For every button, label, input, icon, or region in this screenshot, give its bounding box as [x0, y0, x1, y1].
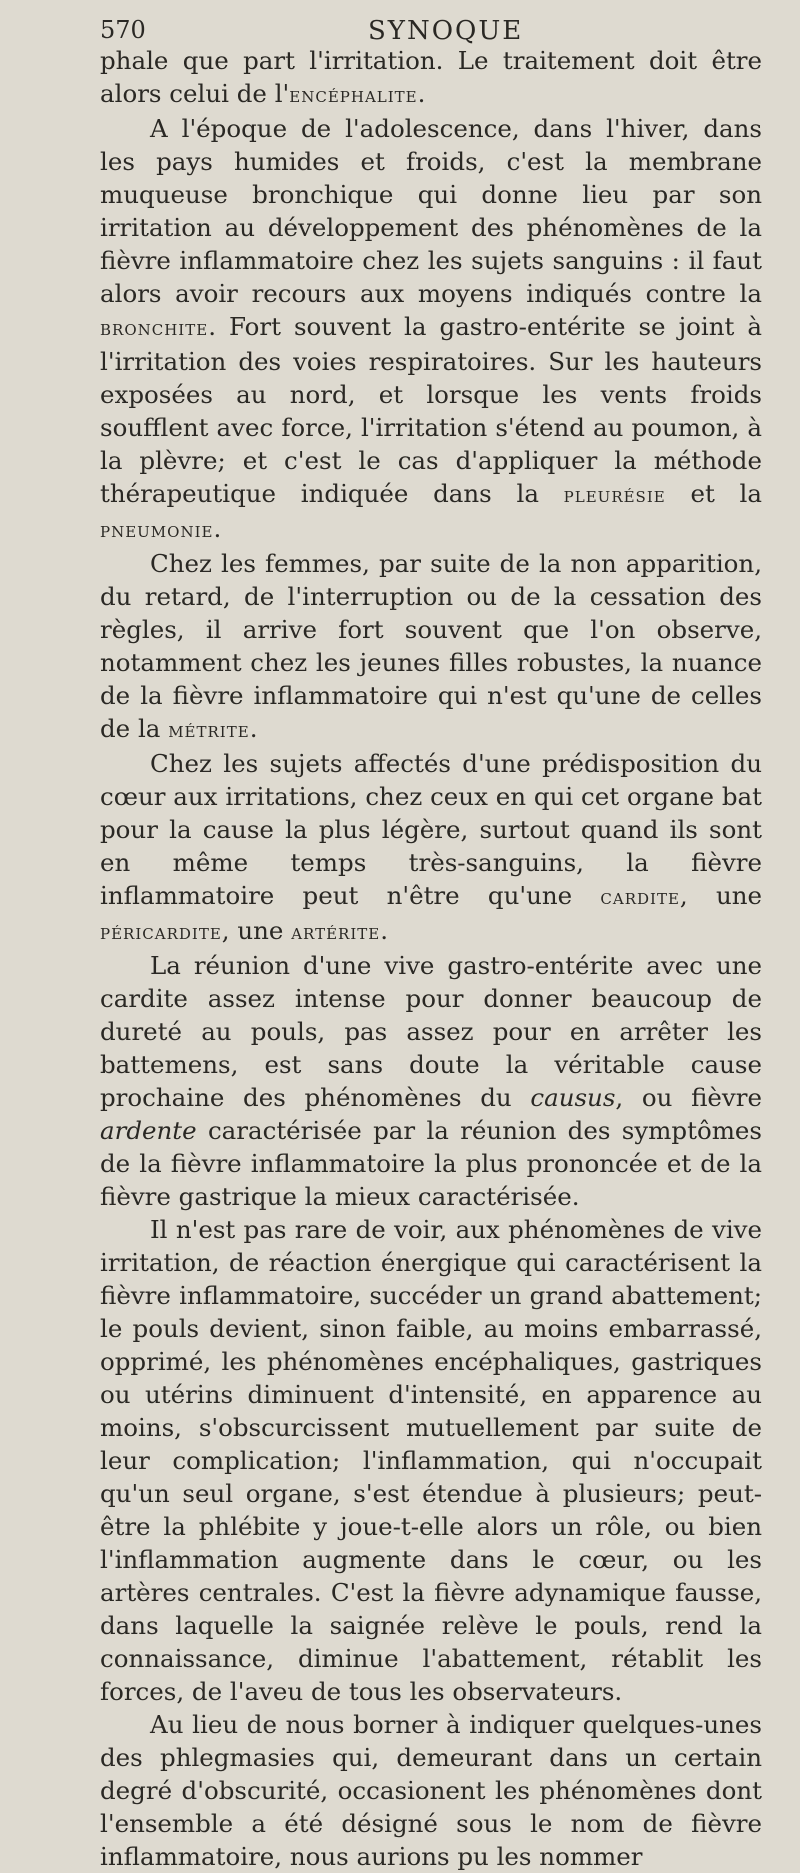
paragraph-3: Chez les femmes, par suite de la non apparition, du retard, de l'interruption ou de la cessation des règles, il arrive fort souvent que l'on observe, notamment chez les jeunes filles robustes, la nuance de la fièvre inflammatoire qui n'est qu'une de celles de la métrite.	[100, 549, 762, 743]
term-pericardite: péricardite	[100, 920, 222, 944]
paragraph-6: Il n'est pas rare de voir, aux phénomènes de vive irritation, de réaction énergique qui caractérisent la fièvre inflammatoire, succéder un grand abattement; le pouls devient, sinon faible, au moins embarrassé, opprimé, les phénomènes encéphaliques, gastriques ou utérins diminuent d'intensité, en apparence au moins, s'obscurcissent mutuellement par suite de leur complication; l'inflammation, qui n'occupait qu'un seul organe, s'est étendue à plusieurs; peut-être la phlébite y joue-t-elle alors un rôle, ou bien l'inflammation augmente dans le cœur, ou les artères centrales. C'est la fièvre adynamique fausse, dans laquelle la saignée relève le pouls, rend la connaissance, diminue l'abattement, rétablit les forces, de l'aveu de tous les observateurs.	[100, 1215, 762, 1706]
paragraph-5: La réunion d'une vive gastro-entérite avec une cardite assez intense pour donner beaucoup de dureté au pouls, pas assez pour en arrêter les battemens, est sans doute la véritable cause prochaine des phénomènes du causus, ou fièvre ardente caractérisée par la réunion des symptômes de la fièvre inflammatoire la plus prononcée et de la fièvre gastrique la mieux caractérisée.	[100, 951, 762, 1211]
term-encephalite: encéphalite	[289, 83, 418, 107]
body-text	[100, 44, 762, 1873]
paragraph-1: phale que part l'irritation. Le traitement doit être alors celui de l'encéphalite.	[100, 46, 762, 108]
term-arterite: artérite	[291, 920, 381, 944]
term-bronchite: bronchite	[100, 316, 209, 340]
term-pleuresie: pleurésie	[563, 483, 666, 507]
paragraph-4: Chez les sujets affectés d'une prédisposition du cœur aux irritations, chez ceux en qui cet organe bat pour la cause la plus légère, surtout quand ils sont en même temps très-sanguins, la fièvre inflammatoire peut n'être qu'une cardite, une péricardite, une artérite.	[100, 749, 762, 945]
page-header	[100, 12, 762, 44]
paragraph-2: A l'époque de l'adolescence, dans l'hiver, dans les pays humides et froids, c'est la membrane muqueuse bronchique qui donne lieu par son irritation au développement des phénomènes de la fièvre inflammatoire chez les sujets sanguins : il faut alors avoir recours aux moyens indiqués contre la bronchite. Fort souvent la gastro-entérite se joint à l'irritation des voies respiratoires. Sur les hauteurs exposées au nord, et lorsque les vents froids soufflent avec force, l'irritation s'étend au poumon, à la plèvre; et c'est le cas d'appliquer la méthode thérapeutique indiquée dans la pleurésie et la pneumonie.	[100, 114, 762, 543]
page-number: 570	[100, 16, 146, 44]
term-causus: causus	[530, 1083, 616, 1112]
term-metrite: métrite	[168, 718, 250, 742]
running-head: SYNOQUE	[368, 16, 524, 46]
term-cardite: cardite	[600, 885, 680, 909]
term-ardente: ardente	[100, 1116, 197, 1145]
term-pneumonie: pneumonie	[100, 518, 214, 542]
paragraph-7: Au lieu de nous borner à indiquer quelques-unes des phlegmasies qui, demeurant dans un certain degré d'obscurité, occasionent les phénomènes dont l'ensemble a été désigné sous le nom de fièvre inflammatoire, nous aurions pu les nommer	[100, 1710, 762, 1871]
